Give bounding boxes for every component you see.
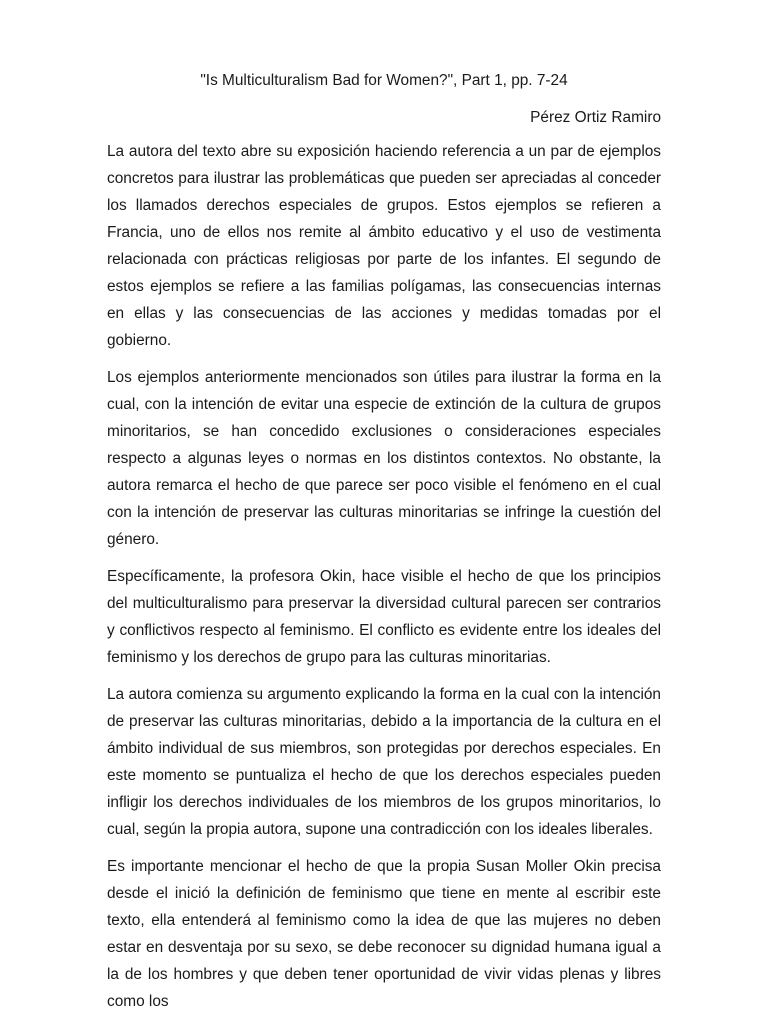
paragraph: La autora del texto abre su exposición haciendo referencia a un par de ejemplos concretos para ilustrar las problemáticas que pueden ser apreciadas al conceder los llamados derechos especiales de grupos. Estos ejemplos se refieren a Francia, uno de ellos nos remite al ámbito educativo y el uso de vestimenta relacionada con prácticas religiosas por parte de los infantes. El segundo de estos ejemplos se refiere a las familias polígamas, las consecuencias internas en ellas y las consecuencias de las acciones y medidas tomadas por el gobierno. xyxy=(107,143,661,349)
paragraph: Es importante mencionar el hecho de que la propia Susan Moller Okin precisa desde el inició la definición de feminismo que tiene en mente al escribir este texto, ella entenderá al feminismo como la idea de que las mujeres no deben estar en desventaja por su sexo, se debe reconocer su dignidad humana igual a la de los hombres y que deben tener oportunidad de vivir vidas plenas y libres como los xyxy=(107,858,661,1010)
paragraph: Los ejemplos anteriormente mencionados son útiles para ilustrar la forma en la cual, con la intención de evitar una especie de extinción de la cultura de grupos minoritarios, se han concedido exclusiones o consideraciones especiales respecto a algunas leyes o normas en los distintos contextos. No obstante, la autora remarca el hecho de que parece ser poco visible el fenómeno en el cual con la intención de preservar las culturas minoritarias se infringe la cuestión del género. xyxy=(107,369,661,548)
paragraph: La autora comienza su argumento explicando la forma en la cual con la intención de preservar las culturas minoritarias, debido a la importancia de la cultura en el ámbito individual de sus miembros, son protegidas por derechos especiales. En este momento se puntualiza el hecho de que los derechos especiales pueden infligir los derechos individuales de los miembros de los grupos minoritarios, lo cual, según la propia autora, supone una contradicción con los ideales liberales. xyxy=(107,686,661,838)
paragraph: Específicamente, la profesora Okin, hace visible el hecho de que los principios del multiculturalismo para preservar la diversidad cultural parecen ser contrarios y conflictivos respecto al feminismo. El conflicto es evidente entre los ideales del feminismo y los derechos de grupo para las culturas minoritarias. xyxy=(107,568,661,666)
document-author: Pérez Ortiz Ramiro xyxy=(530,109,661,126)
document-title: "Is Multiculturalism Bad for Women?", Part 1, pp. 7-24 xyxy=(200,72,568,89)
